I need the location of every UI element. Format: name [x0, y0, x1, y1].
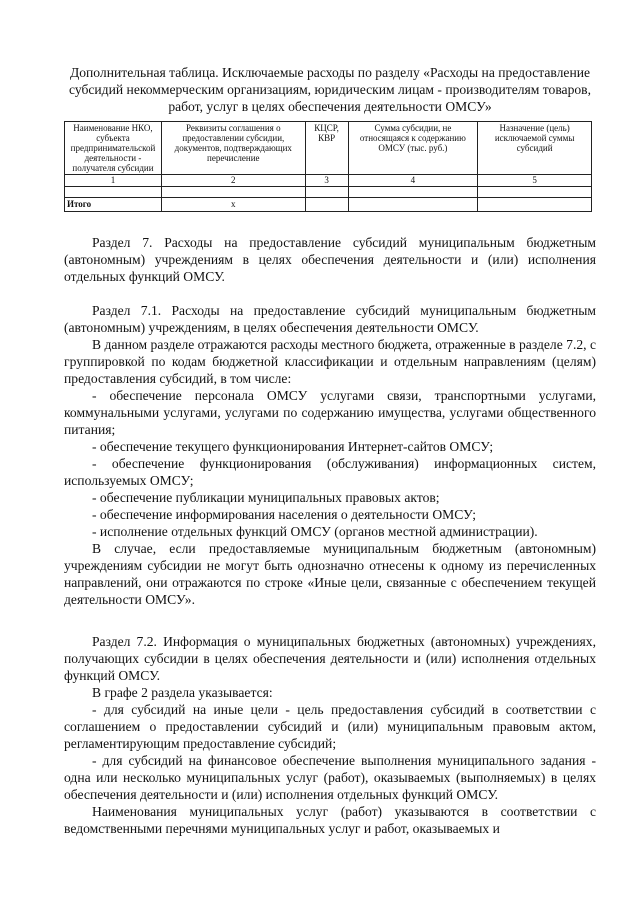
section-7-2-last: Наименования муниципальных услуг (работ) указываются в соответствии с ведомственными перечнями муниципальных услуг и работ, оказываемых и [64, 804, 596, 836]
header-agreement: Реквизиты соглашения о предоставлении субсидии, документов, подтверждающих перечисление [161, 122, 305, 175]
section-7-title: Раздел 7. Расходы на предоставление субсидий муниципальным бюджетным (автономным) учреждениям в целях обеспечения деятельности и (или) исполнения отдельных функций ОМСУ. [64, 235, 596, 284]
list-item: - обеспечение публикации муниципальных правовых актов; [92, 490, 440, 505]
excluded-expenses-table [64, 121, 592, 212]
list-item: - для субсидий на финансовое обеспечение выполнения муниципального задания - одна или несколько муниципальных услуг (работ), оказываемых (выполняемых) в целях обеспечения деятельности и (или) исполнения отдельных функций ОМСУ. [64, 753, 596, 802]
column-number: 2 [161, 175, 305, 187]
table-caption: Дополнительная таблица. Исключаемые расходы по разделу «Расходы на предоставление субсидий некоммерческим организациям, юридическим лицам - производителям товаров, работ, услуг в целях обеспечения деятельности ОМСУ» [68, 65, 592, 114]
list-item: - обеспечение функционирования (обслуживания) информационных систем, используемых ОМСУ; [64, 456, 596, 488]
section-7-1-intro: В данном разделе отражаются расходы местного бюджета, отраженные в разделе 7.2, с группировкой по кодам бюджетной классификации и отдельным направлениям (целям) предоставления субсидий, в том числе: [64, 337, 596, 386]
table-total-row [65, 198, 592, 212]
section-7-2-col2-heading: В графе 2 раздела указывается: [92, 685, 273, 700]
column-number: 3 [305, 175, 348, 187]
table-header-row [65, 122, 592, 175]
total-label: Итого [65, 198, 162, 212]
column-number: 4 [348, 175, 478, 187]
list-item: - исполнение отдельных функций ОМСУ (органов местной администрации). [92, 524, 538, 539]
section-7-1-note: В случае, если предоставляемые муниципальным бюджетным (автономным) учреждениям субсидии не могут быть однозначно отнесены к одному из перечисленных направлений, они отражаются по строке «Иные цели, связанные с обеспечением текущей деятельности ОМСУ». [64, 541, 596, 607]
list-item: - обеспечение персонала ОМСУ услугами связи, транспортными услугами, коммунальными услугами, услугами по содержанию имущества, услугами общественного питания; [64, 388, 596, 437]
list-item: - обеспечение текущего функционирования Интернет-сайтов ОМСУ; [92, 439, 494, 454]
header-kcsr-kvr: КЦСР, КВР [305, 122, 348, 175]
header-purpose: Назначение (цель) исключаемой суммы субсидий [478, 122, 592, 175]
header-amount: Сумма субсидии, не относящаяся к содержанию ОМСУ (тыс. руб.) [348, 122, 478, 175]
column-number: 5 [478, 175, 592, 187]
section-7-2-title: Раздел 7.2. Информация о муниципальных бюджетных (автономных) учреждениях, получающих субсидии в целях обеспечения деятельности и (или) исполнения отдельных функций ОМСУ. [64, 634, 596, 683]
list-item: - для субсидий на иные цели - цель предоставления субсидий в соответствии с соглашением о предоставлении субсидий и (или) муниципальным правовым актом, регламентирующим предоставление субсидий; [64, 702, 596, 751]
section-7-1-title: Раздел 7.1. Расходы на предоставление субсидий муниципальным бюджетным (автономным) учреждениям, в целях обеспечения деятельности ОМСУ. [64, 303, 596, 335]
column-number: 1 [65, 175, 162, 187]
column-number-row [65, 175, 592, 187]
list-item: - обеспечение информирования населения о деятельности ОМСУ; [92, 507, 477, 522]
table-empty-row [65, 187, 592, 198]
header-recipient: Наименование НКО, субъекта предпринимательской деятельности - получателя субсидии [65, 122, 162, 175]
total-col2: х [161, 198, 305, 212]
